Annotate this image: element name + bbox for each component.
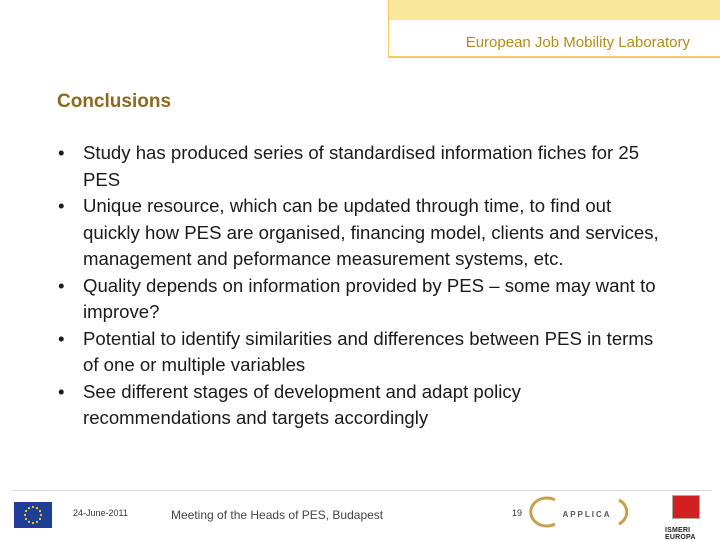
bullet-item bbox=[58, 379, 668, 432]
slide-title: Conclusions bbox=[57, 91, 172, 112]
bullet-text: See different stages of development and adapt policy recommendations and targets accordingly bbox=[83, 380, 521, 428]
bullet-dot: • bbox=[58, 274, 65, 296]
page-number: 19 bbox=[512, 508, 523, 518]
bullet-item bbox=[58, 193, 668, 273]
bullet-text: Unique resource, which can be updated through time, to find out quickly how PES are organised, financing model, clients and services, management and peformance measurement systems, etc. bbox=[83, 195, 659, 269]
bullet-dot: • bbox=[58, 380, 65, 402]
bullet-dot: • bbox=[58, 195, 65, 216]
bullet-list bbox=[58, 140, 668, 432]
header-divider bbox=[388, 0, 389, 58]
footer-date: 24-June-2011 bbox=[73, 508, 128, 518]
bullet-dot: • bbox=[58, 142, 65, 163]
ismeri-logo-text: ISMERI EUROPA bbox=[665, 527, 696, 541]
applica-logo bbox=[527, 494, 647, 530]
footer-divider bbox=[12, 490, 712, 491]
header-brand: European Job Mobility Laboratory bbox=[465, 34, 690, 51]
svg-text:APPLICA: APPLICA bbox=[562, 510, 612, 519]
ismeri-logo-icon bbox=[672, 495, 700, 519]
bullet-text: Quality depends on information provided by PES – some may want to improve? bbox=[83, 274, 656, 322]
header-band bbox=[388, 0, 720, 20]
bullet-item bbox=[58, 326, 668, 379]
bullet-item bbox=[58, 273, 668, 326]
bullet-text: Potential to identify similarities and differences between PES in terms of one or multiple variables bbox=[83, 327, 654, 375]
header-underline bbox=[388, 56, 720, 58]
bullet-dot: • bbox=[58, 327, 65, 349]
bullet-text: Study has produced series of standardised information fiches for 25 PES bbox=[83, 142, 640, 190]
bullet-item bbox=[58, 140, 668, 193]
eu-flag-icon bbox=[14, 502, 52, 528]
footer-meeting-title: Meeting of the Heads of PES, Budapest bbox=[171, 508, 384, 522]
